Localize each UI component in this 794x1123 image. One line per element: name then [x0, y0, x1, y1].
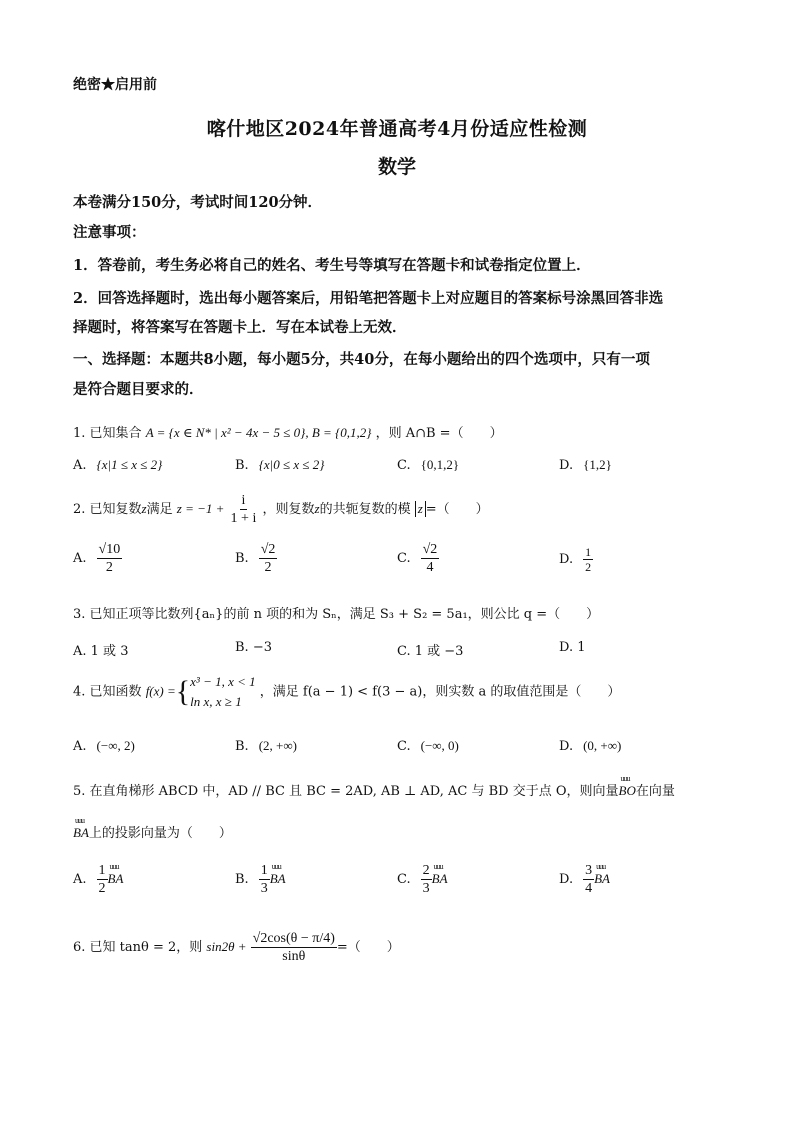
- notice-item-1: 1．答卷前，考生务必将自己的姓名、考生号等填写在答题卡和试卷指定位置上．: [73, 257, 591, 274]
- full-score-line: 本卷满分150分，考试时间120分钟．: [73, 194, 323, 211]
- q4-option-d: D. (0, +∞): [559, 738, 622, 754]
- q3-option-b: B. −3: [235, 640, 272, 655]
- exam-title: 喀什地区2024年普通高考4月份适应性检测: [206, 118, 588, 140]
- q5-option-a: A. $\frac{1}{2}$ uuu BA: [73, 862, 123, 897]
- q3-option-d: D. 1: [559, 640, 586, 655]
- q1-option-b: B. {x|0 ≤ x ≤ 2}: [235, 457, 325, 473]
- subject-title: 数学: [377, 156, 416, 178]
- q1-option-d: D. {1,2}: [559, 457, 612, 473]
- q1-option-a: A. {x|1 ≤ x ≤ 2}: [73, 457, 163, 473]
- q3-option-c: C. 1 或 −3: [397, 644, 464, 659]
- q2-option-c: C. $\frac{√2}{4}$: [397, 542, 438, 575]
- question-1: [73, 422, 503, 441]
- q5-vector-bo: uuu BO: [619, 783, 636, 799]
- q4-piecewise: x³ − 1, x < 1 ln x, x ≥ 1: [190, 674, 256, 709]
- q1-prefix: 1. 已知集合: [73, 426, 142, 441]
- q2-modulus: z: [415, 501, 426, 517]
- q2-option-a: A. $\frac{√10}{2}$: [73, 542, 121, 575]
- q4-option-b: B. (2, +∞): [235, 738, 297, 754]
- question-4: 4. 已知函数 f(x) ={ x³ − 1, x < 1 ln x, x ≥ 1 ，满足 f(a − 1) < f(3 − a)，则实数 a 的取值范围是（ ）: [73, 672, 620, 712]
- q2-fraction: $\frac{i}{1 + i}$: [230, 493, 257, 526]
- section-heading-line2: 是符合题目要求的．: [73, 381, 204, 398]
- section-heading-line1: 一、选择题：本题共8小题，每小题5分，共40分，在每小题给出的四个选项中，只有一项: [73, 351, 650, 368]
- q1-option-c: C. {0,1,2}: [397, 457, 460, 473]
- q5-option-c: C. $\frac{2}{3}$ uuu BA: [397, 862, 448, 897]
- q2-option-d: D. $\frac{1}{2}$: [559, 545, 592, 574]
- question-6: 6. 已知 tanθ = 2，则 sin2θ + $\frac{√2\cos(\theta - \pi/4)}{\sin\theta}$ =（ ）: [73, 931, 400, 964]
- notice-item-2a: 2．回答选择题时，选出每小题答案后，用铅笔把答题卡上对应题目的答案标号涂黑回答非选: [73, 290, 664, 307]
- confidential-label: 绝密★启用前: [73, 77, 157, 93]
- question-3: 3. 已知正项等比数列{aₙ}的前 n 项的和为 Sₙ，满足 S₃ + S₂ = 5a₁，则公比 q =（ ）: [73, 607, 600, 622]
- question-5-line1: 5. 在直角梯形 ABCD 中，AD // BC 且 BC = 2AD, AB ⊥ AD, AC 与 BD 交于点 O，则向量uuu BO在向量: [73, 780, 675, 799]
- q6-fraction: $\frac{√2\cos(\theta - \pi/4)}{\sin\theta}$: [252, 931, 335, 964]
- q3-option-a: A. 1 或 3: [73, 644, 129, 659]
- q2-option-b: B. $\frac{√2}{2}$: [235, 542, 276, 575]
- q4-option-a: A. (−∞, 2): [73, 738, 135, 754]
- question-2: 2. 已知复数z满足 z = −1 + $\frac{i}{1 + i}$ ，则复数z的共轭复数的模 z =（ ）: [73, 493, 489, 526]
- question-5-line2: uuu BA上的投影向量为（ ）: [73, 822, 232, 841]
- q1-math: A = {x ∈ N* | x² − 4x − 5 ≤ 0}, B = {0,1,2}: [145, 425, 372, 440]
- q5-option-b: B. $\frac{1}{3}$ uuu BA: [235, 862, 286, 897]
- q4-option-c: C. (−∞, 0): [397, 738, 459, 754]
- q1-suffix: ，则 A∩B =（ ）: [375, 426, 503, 441]
- notice-item-2b: 择题时，将答案写在答题卡上．写在本试卷上无效．: [73, 319, 407, 336]
- q5-vector-ba: uuu BA: [73, 825, 89, 841]
- notice-title: 注意事项：: [73, 224, 146, 241]
- q5-option-d: D. $\frac{3}{4}$ uuu BA: [559, 862, 610, 897]
